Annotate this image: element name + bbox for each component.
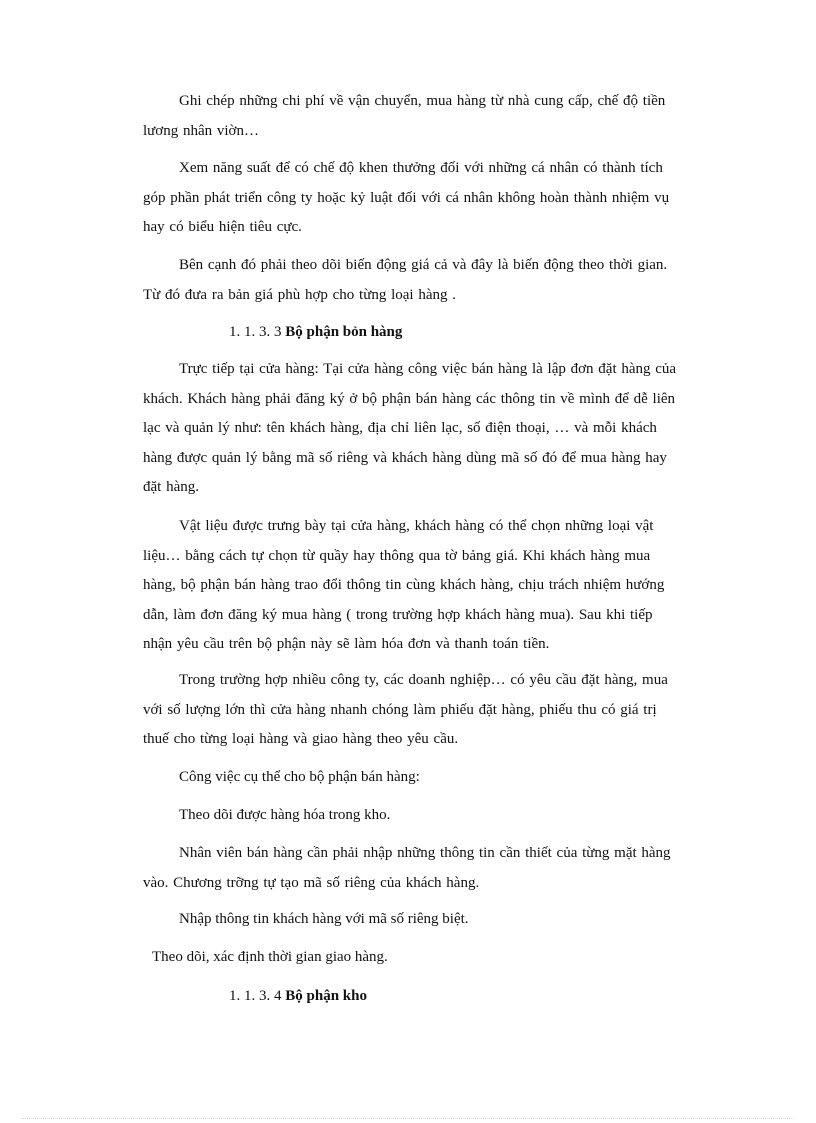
paragraph (143, 512, 688, 660)
section-number: 1. 1. 3. 4 (229, 988, 282, 1004)
section-title: Bộ phận bỏn hàng (285, 324, 403, 340)
text-line: hàng, bộ phận bán hàng trao đổi thông tin cùng khách hàng, chịu trách nhiệm hướng (143, 577, 665, 593)
text-line: Nhân viên bán hàng cần phải nhập những thông tin cần thiết của từng mặt hàng (179, 845, 671, 861)
paragraph (143, 87, 688, 146)
paragraph (143, 355, 688, 503)
text-line: Bên cạnh đó phải theo dõi biến động giá cả và đây là biến động theo thời gian. (179, 257, 668, 273)
paragraph (143, 251, 688, 310)
paragraph (143, 666, 688, 755)
section-number: 1. 1. 3. 3 (229, 324, 282, 340)
text-line: lương nhân viờn… (143, 122, 259, 139)
section-title: Bộ phận kho (285, 988, 367, 1004)
text-line: dẫn, làm đơn đăng ký mua hàng ( trong trường hợp khách hàng mua). Sau khi tiếp (143, 606, 653, 623)
paragraph (143, 154, 688, 243)
text-line: hay có biểu hiện tiêu cực. (143, 219, 302, 235)
text-line: nhận yêu cầu trên bộ phận này sẽ làm hóa đơn và thanh toán tiền. (143, 636, 550, 652)
paragraph (143, 839, 688, 898)
text-line: khách. Khách hàng phải đăng ký ở bộ phận bán hàng các thông tin về mình để dễ liên (143, 390, 676, 407)
text-line: liệu… bằng cách tự chọn từ quầy hay thông qua tờ bảng giá. Khi khách hàng mua (143, 547, 651, 564)
section-heading (229, 982, 367, 1012)
text-line: góp phần phát triển công ty hoặc kỷ luật đối với cá nhân không hoàn thành nhiệm vụ (143, 189, 670, 206)
text-line: Trực tiếp tại cửa hàng: Tại cửa hàng công việc bán hàng là lập đơn đặt hàng của (179, 361, 677, 377)
text-line: Vật liệu được trưng bày tại cửa hàng, khách hàng có thể chọn những loại vật (179, 518, 654, 534)
page-bottom-rule (22, 1118, 794, 1119)
paragraph: Công việc cụ thể cho bộ phận bán hàng: (179, 769, 420, 785)
text-line: đặt hàng. (143, 479, 199, 495)
text-line: Xem năng suất để có chế độ khen thưởng đối với những cá nhân có thành tích (179, 160, 663, 176)
paragraph: Theo dõi, xác định thời gian giao hàng. (152, 949, 388, 965)
paragraph: Theo dõi được hàng hóa trong kho. (179, 807, 391, 823)
text-line: Trong trường hợp nhiều công ty, các doanh nghiệp… có yêu cầu đặt hàng, mua (179, 672, 668, 688)
text-line: Ghi chép những chi phí về vận chuyển, mua hàng từ nhà cung cấp, chế độ tiền (179, 93, 666, 109)
text-line: vào. Chương trỡng tự tạo mã số riêng của khách hàng. (143, 874, 480, 891)
text-line: lạc và quản lý như: tên khách hàng, địa chỉ liên lạc, số điện thoại, … và mỗi khách (143, 420, 657, 436)
paragraph: Nhập thông tin khách hàng với mã số riêng biệt. (179, 911, 469, 927)
text-line: hàng được quản lý bằng mã số riêng và khách hàng dùng mã số đó để mua hàng hay (143, 449, 667, 466)
text-line: với số lượng lớn thì cửa hàng nhanh chóng làm phiếu đặt hàng, phiếu thu có giá trị (143, 701, 657, 718)
text-line: thuế cho từng loại hàng và giao hàng theo yêu cầu. (143, 731, 459, 747)
text-line: Từ đó đưa ra bản giá phù hợp cho từng loại hàng . (143, 286, 457, 303)
section-heading (229, 318, 402, 348)
